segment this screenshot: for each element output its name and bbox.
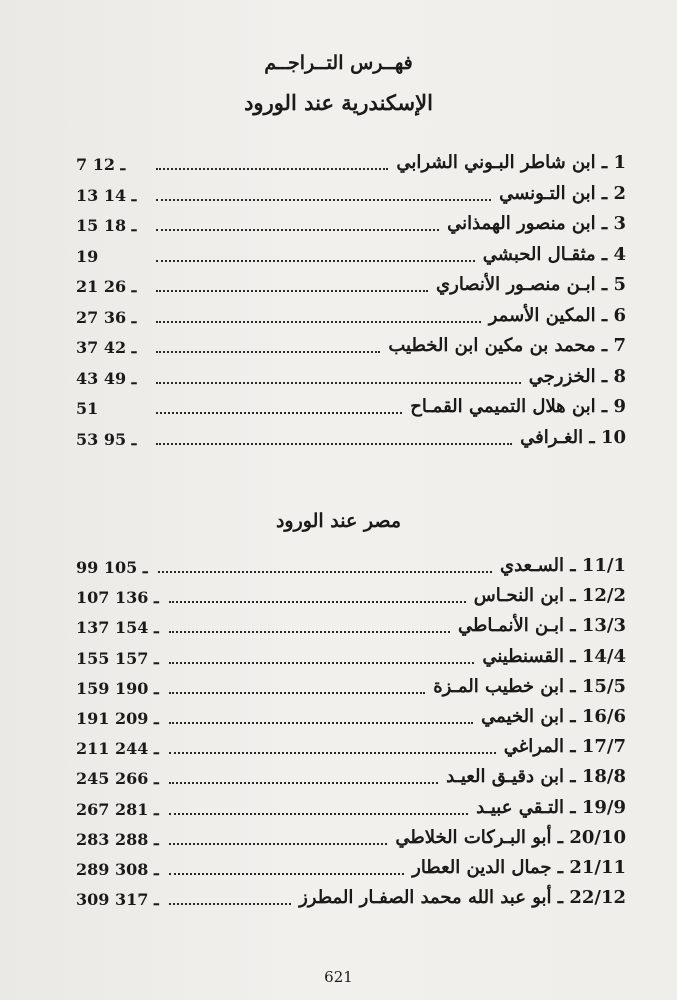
toc-section-egypt [76, 553, 626, 915]
toc-entry [76, 583, 626, 613]
toc-entry-title: 18/8 ـ ابن دقيـق العيـد [446, 766, 626, 788]
dot-leader [169, 595, 466, 603]
dot-leader [156, 162, 388, 170]
toc-entry-title: 15/5 ـ ابن خطيب المـزة [433, 675, 626, 697]
dot-leader [156, 406, 402, 414]
toc-entry-title: 14/4 ـ القسنطيني [482, 645, 626, 667]
toc-entry-title: 13/3 ـ ابـن الأنمـاطي [458, 615, 626, 637]
toc-entry-pages: 155 ـ 157 [76, 648, 159, 668]
toc-entry-title: 17/7 ـ المراغي [503, 736, 626, 758]
toc-entry-title: 20/10 ـ أبو البـركات الخلاطي [395, 826, 626, 848]
page-number: 621 [324, 968, 353, 986]
toc-entry-pages: 15 ـ 18 [76, 216, 137, 235]
dot-leader [156, 376, 521, 384]
toc-entry [76, 825, 626, 855]
toc-entry [76, 855, 626, 885]
toc-entry [76, 211, 626, 242]
toc-entry-pages: 19 [76, 246, 99, 266]
toc-entry [76, 553, 626, 583]
toc-entry-title: 8 ـ الخزرجي [528, 365, 626, 387]
toc-entry-title: 9 ـ ابن هلال التميمي القمـاح [410, 396, 626, 417]
dot-leader [156, 284, 428, 292]
toc-entry-title: 19/9 ـ التـقي عبيـد [476, 796, 626, 818]
toc-entry-title: 5 ـ ابـن منصـور الأنصاري [436, 274, 626, 295]
toc-entry-title: 4 ـ مثقـال الحبشي [482, 243, 626, 265]
dot-leader [158, 565, 492, 573]
toc-entry-pages: 13 ـ 14 [76, 185, 137, 205]
toc-entry-pages: 107 ـ 136 [76, 588, 159, 608]
toc-entry [76, 764, 626, 794]
toc-entry [76, 734, 626, 764]
toc-entry-title: 10 ـ الغـرافي [520, 426, 626, 448]
toc-entry-pages: 51 [76, 399, 99, 418]
toc-entry [76, 364, 626, 395]
toc-entry-title: 3 ـ ابن منصور الهمذاني [447, 213, 626, 234]
dot-leader [169, 837, 387, 845]
toc-entry [76, 704, 626, 734]
toc-entry-pages: 53 ـ 95 [76, 429, 137, 449]
dot-leader [156, 193, 491, 201]
dot-leader [156, 345, 380, 353]
toc-entry-pages: 21 ـ 26 [76, 277, 137, 296]
dot-leader [169, 716, 473, 724]
toc-entry [76, 181, 626, 212]
dot-leader [156, 315, 481, 323]
toc-entry-pages: 99 ـ 105 [76, 558, 148, 577]
dot-leader [169, 776, 438, 784]
toc-entry-pages: 245 ـ 266 [76, 769, 159, 789]
toc-entry [76, 272, 626, 303]
toc-entry-pages: 43 ـ 49 [76, 368, 137, 388]
toc-entry-title: 22/12 ـ أبو عبد الله محمد الصفـار المطرز [299, 887, 626, 909]
toc-entry-pages: 191 ـ 209 [76, 708, 159, 728]
toc-entry-pages: 159 ـ 190 [76, 678, 159, 698]
toc-entry-pages: 289 ـ 308 [76, 859, 159, 879]
toc-entry-pages: 137 ـ 154 [76, 618, 159, 638]
toc-entry [76, 644, 626, 674]
toc-entry [76, 613, 626, 643]
section-title-alexandria: الإسكندرية عند الورود [244, 90, 433, 115]
toc-entry-pages: 7 ـ 12 [76, 155, 126, 174]
toc-entry-pages: 267 ـ 281 [76, 799, 159, 819]
toc-entry [76, 150, 626, 181]
toc-entry-title: 11/1 ـ السـعدي [500, 555, 626, 576]
dot-leader [169, 625, 450, 633]
toc-entry [76, 333, 626, 364]
toc-entry [76, 674, 626, 704]
toc-entry-pages: 27 ـ 36 [76, 307, 137, 327]
dot-leader [169, 867, 404, 875]
toc-entry-pages: 309 ـ 317 [76, 890, 159, 910]
toc-entry [76, 885, 626, 915]
toc-entry-title: 1 ـ ابن شاطر البـوني الشرابي [396, 152, 626, 173]
toc-entry [76, 425, 626, 456]
toc-entry-pages: 211 ـ 244 [76, 739, 159, 759]
toc-entry-title: 2 ـ ابن التـونسي [499, 182, 626, 204]
dot-leader [156, 437, 512, 445]
dot-leader [156, 254, 475, 262]
dot-leader [169, 897, 291, 905]
toc-entry [76, 795, 626, 825]
toc-entry [76, 394, 626, 425]
page-title: فهــرس التــراجــم [264, 52, 413, 74]
toc-entry [76, 303, 626, 334]
section-title-egypt: مصر عند الورود [275, 510, 402, 532]
toc-entry-title: 7 ـ محمد بن مكين ابن الخطيب [388, 335, 626, 356]
toc-entry-title: 21/11 ـ جمال الدين العطار [412, 856, 626, 878]
toc-section-alexandria [76, 150, 626, 455]
dot-leader [169, 656, 474, 664]
toc-entry-title: 16/6 ـ ابن الخيمي [481, 705, 626, 727]
toc-entry-pages: 37 ـ 42 [76, 338, 137, 357]
toc-entry-title: 6 ـ المكين الأسمر [488, 304, 626, 326]
dot-leader [156, 223, 439, 231]
toc-entry [76, 242, 626, 273]
dot-leader [169, 686, 425, 694]
dot-leader [169, 807, 468, 815]
toc-entry-pages: 283 ـ 288 [76, 829, 159, 849]
dot-leader [169, 746, 496, 754]
toc-entry-title: 12/2 ـ ابن النحـاس [473, 585, 626, 607]
